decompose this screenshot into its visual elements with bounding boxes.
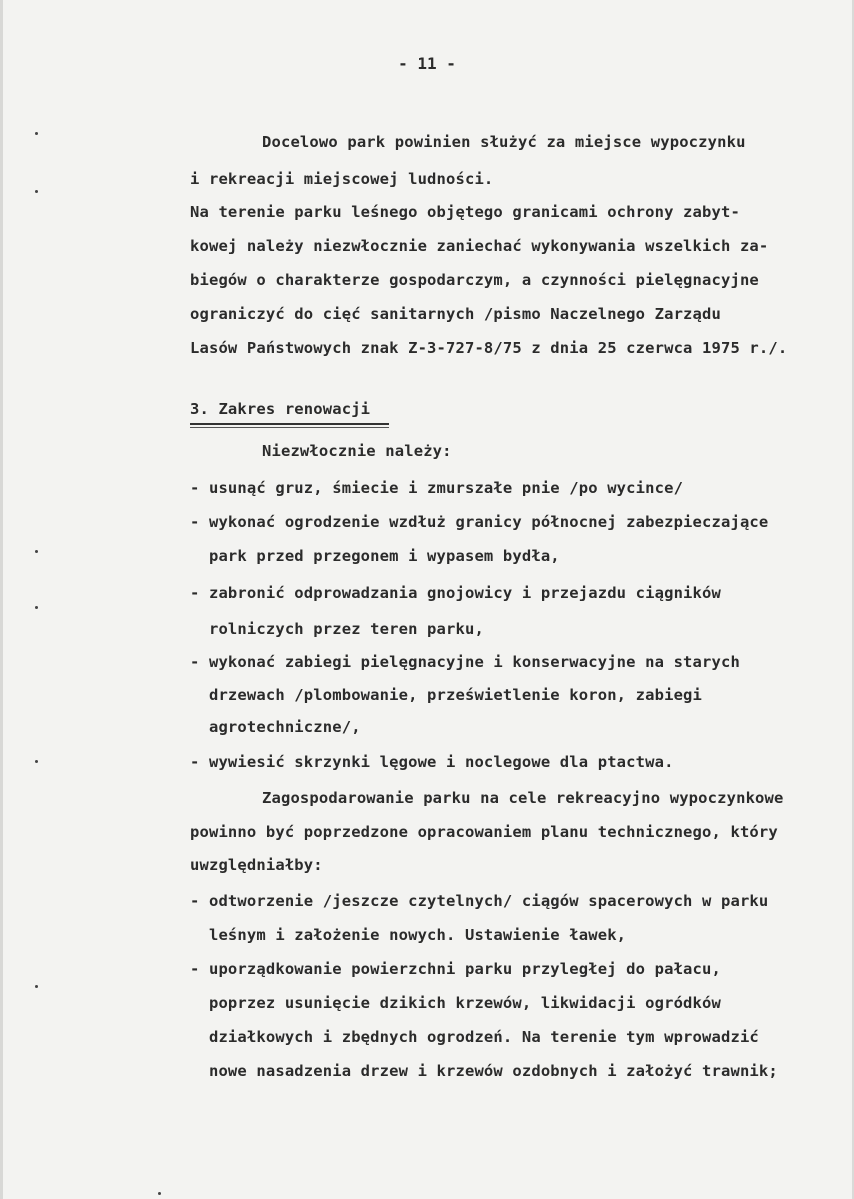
- margin-mark: [158, 1192, 161, 1195]
- list-item: - uporządkowanie powierzchni parku przyległej do pałacu,: [190, 960, 721, 978]
- text-line: i rekreacji miejscowej ludności.: [190, 170, 494, 188]
- list-item: - odtworzenie /jeszcze czytelnych/ ciągów spacerowych w parku: [190, 892, 769, 910]
- list-item: - wykonać zabiegi pielęgnacyjne i konserwacyjne na starych: [190, 653, 740, 671]
- text-line: Zagospodarowanie parku na cele rekreacyjno wypoczynkowe: [262, 789, 784, 807]
- page-edge-left: [0, 0, 3, 1199]
- margin-mark: [35, 985, 38, 988]
- heading-underline-second: [190, 427, 389, 428]
- text-line: uwzględniałby:: [190, 856, 323, 874]
- page-number: - 11 -: [398, 54, 456, 73]
- text-line: Lasów Państwowych znak Z-3-727-8/75 z dnia 25 czerwca 1975 r./.: [190, 339, 788, 357]
- list-item: - wywiesić skrzynki lęgowe i noclegowe dla ptactwa.: [190, 753, 674, 771]
- list-item-continuation: park przed przegonem i wypasem bydła,: [190, 547, 560, 565]
- list-item-continuation: działkowych i zbędnych ogrodzeń. Na terenie tym wprowadzić: [190, 1028, 759, 1046]
- margin-mark: [35, 606, 38, 609]
- list-item: - zabronić odprowadzania gnojowicy i przejazdu ciągników: [190, 584, 721, 602]
- margin-mark: [35, 550, 38, 553]
- list-item-continuation: drzewach /plombowanie, prześwietlenie koron, zabiegi: [190, 686, 703, 704]
- list-item-continuation: poprzez usunięcie dzikich krzewów, likwidacji ogródków: [190, 994, 721, 1012]
- list-item-continuation: rolniczych przez teren parku,: [190, 620, 484, 638]
- list-item-continuation: leśnym i założenie nowych. Ustawienie ławek,: [190, 926, 627, 944]
- text-line: Docelowo park powinien służyć za miejsce wypoczynku: [262, 133, 746, 151]
- text-line: ograniczyć do cięć sanitarnych /pismo Naczelnego Zarządu: [190, 305, 721, 323]
- list-item: - wykonać ogrodzenie wzdłuż granicy północnej zabezpieczające: [190, 513, 769, 531]
- list-item-continuation: agrotechniczne/,: [190, 718, 361, 736]
- text-line: kowej należy niezwłocznie zaniechać wykonywania wszelkich za-: [190, 237, 769, 255]
- section-heading: 3. Zakres renowacji: [190, 400, 371, 418]
- text-line: Na terenie parku leśnego objętego granicami ochrony zabyt-: [190, 203, 740, 221]
- margin-mark: [35, 190, 38, 193]
- list-item: - usunąć gruz, śmiecie i zmurszałe pnie /po wycince/: [190, 479, 684, 497]
- text-line: powinno być poprzedzone opracowaniem planu technicznego, który: [190, 823, 778, 841]
- list-item-continuation: nowe nasadzenia drzew i krzewów ozdobnych i założyć trawnik;: [190, 1062, 778, 1080]
- list-intro: Niezwłocznie należy:: [262, 442, 452, 460]
- heading-underline: [190, 423, 389, 425]
- margin-mark: [35, 760, 38, 763]
- text-line: biegów o charakterze gospodarczym, a czynności pielęgnacyjne: [190, 271, 759, 289]
- margin-mark: [35, 132, 38, 135]
